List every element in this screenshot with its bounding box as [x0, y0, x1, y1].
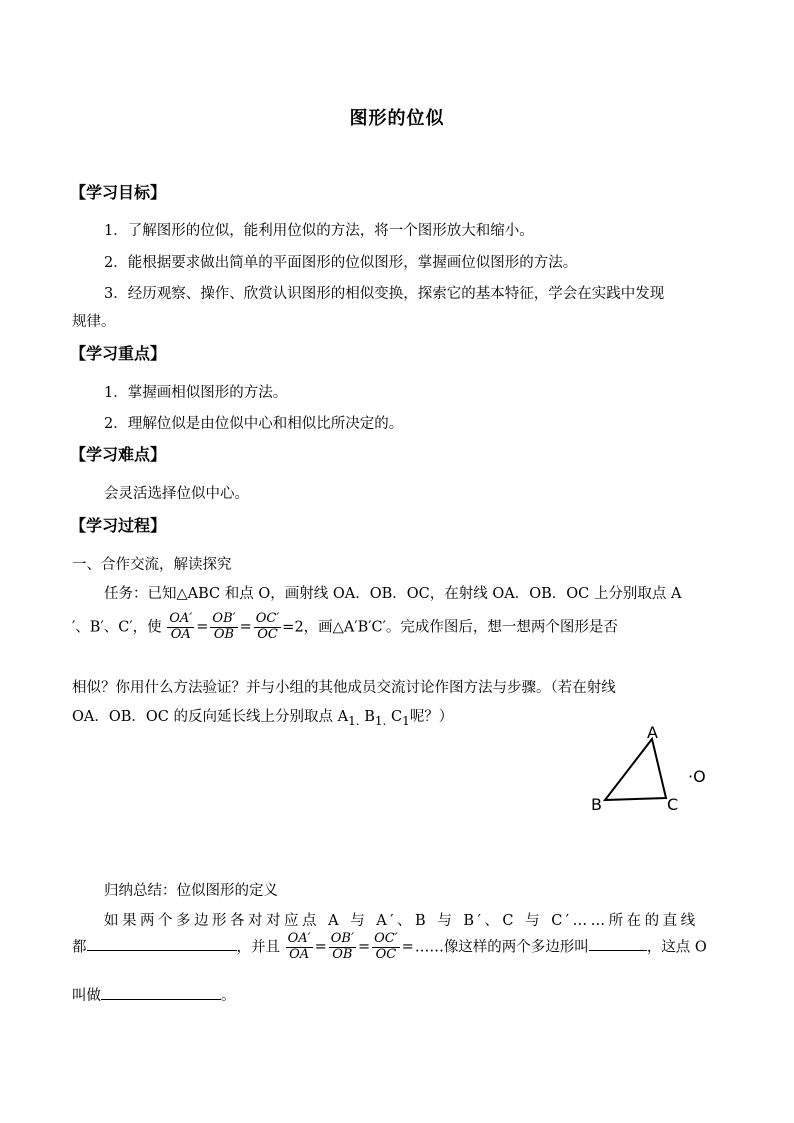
point-b1: B [364, 709, 375, 725]
task-line-1: 任务：已知△ABC 和点 O，画射线 OA．OB．OC，在射线 OA．OB．OC 上分别取点 A [104, 586, 682, 602]
label-o: ·O [688, 767, 706, 786]
summary-line-3-pre: 叫做 [72, 988, 101, 1004]
equals-sign: = [314, 939, 327, 956]
summary-line-2-post: ……像这样的两个多边形叫 [414, 939, 589, 956]
goal-item-2: 2．能根据要求做出简单的平面图形的位似图形，掌握画位似图形的方法。 [104, 255, 578, 271]
fraction-oc-den: OC [375, 946, 397, 962]
equals-sign: = [196, 619, 209, 636]
fraction-oa-den: OA [289, 946, 310, 962]
goal-item-3: 3．经历观察、操作、欣赏认识图形的相似变换，探索它的基本特征，学会在实践中发现 [104, 286, 665, 302]
fill-blank-1[interactable] [87, 949, 237, 951]
fraction-oc-den: OC [257, 626, 278, 642]
summary-line-2-end: ，这点 O [646, 939, 707, 956]
summary-title: 归纳总结：位似图形的定义 [104, 883, 278, 899]
fraction-oa [286, 932, 313, 963]
fraction-oc [372, 932, 400, 963]
task-line-2-post: =2，画△A′B′C′。完成作图后，想一想两个图形是否 [282, 619, 618, 636]
goal-item-1: 1．了解图形的位似，能利用位似的方法，将一个图形放大和缩小。 [104, 223, 534, 239]
label-a: A [647, 723, 658, 742]
subscript-1: 1 [402, 713, 410, 728]
triangle-abc [605, 739, 666, 800]
key-point-item-1: 1．掌握画相似图形的方法。 [104, 385, 288, 401]
summary-line-2-pre: 都 [72, 939, 87, 956]
equals-sign: = [357, 939, 371, 956]
key-points-heading: 【学习重点】 [70, 344, 167, 363]
fraction-oc-num: OC′ [374, 931, 398, 946]
process-heading: 【学习过程】 [70, 516, 167, 535]
key-point-item-2: 2．理解位似是由位似中心和相似比所决定的。 [104, 416, 404, 432]
fraction-oa-num: OA′ [169, 611, 193, 626]
equals-sign: = [239, 619, 252, 636]
task-line-4-post: 呢？） [409, 709, 454, 725]
task-line-2-pre: ′、B′、C′，使 [72, 619, 162, 636]
task-line-4-pre: OA．OB．OC 的反向延长线上分别取点 A [72, 709, 349, 725]
fill-blank-3[interactable] [101, 998, 221, 1000]
fraction-ob-num: OB′ [330, 931, 354, 946]
fraction-oc [254, 612, 282, 643]
task-line-2 [72, 612, 618, 643]
goals-heading: 【学习目标】 [70, 183, 167, 202]
part1-title: 一、合作交流，解读探究 [72, 557, 232, 573]
page-title: 图形的位似 [349, 108, 445, 129]
subscript-1: 1. [348, 713, 360, 728]
fraction-oa-num: OA′ [287, 931, 311, 946]
subscript-1: 1. [374, 713, 387, 728]
summary-line-1: 如果两个多边形各对对应点 A 与 A′、B 与 B′、C 与 C′……所在的直线 [104, 913, 699, 929]
fraction-ob-den: OB [213, 626, 235, 642]
triangle-figure [585, 720, 725, 820]
summary-line-2-mid: ，并且 [236, 939, 280, 956]
fraction-oc-num: OC′ [255, 611, 280, 626]
fraction-ob-den: OB [332, 946, 353, 962]
task-line-4 [72, 705, 453, 728]
fill-blank-2[interactable] [589, 949, 647, 951]
summary-line-2 [72, 932, 707, 963]
point-c1: C [391, 709, 403, 725]
fraction-oa-den: OA [170, 626, 191, 642]
label-c: C [667, 795, 679, 814]
equals-sign: = [401, 939, 414, 956]
difficulty-item: 会灵活选择位似中心。 [104, 486, 249, 502]
fraction-oa [167, 612, 194, 643]
fraction-ob [210, 612, 237, 643]
difficulty-heading: 【学习难点】 [70, 445, 167, 464]
task-line-3: 相似？你用什么方法验证？并与小组的其他成员交流讨论作图方法与步骤。（若在射线 [72, 680, 616, 696]
label-b: B [591, 795, 602, 814]
summary-line-3 [72, 984, 236, 1005]
summary-line-3-post: 。 [221, 988, 236, 1004]
fraction-ob [329, 932, 356, 963]
fraction-ob-num: OB′ [212, 611, 236, 626]
goal-item-3-cont: 规律。 [72, 314, 116, 330]
